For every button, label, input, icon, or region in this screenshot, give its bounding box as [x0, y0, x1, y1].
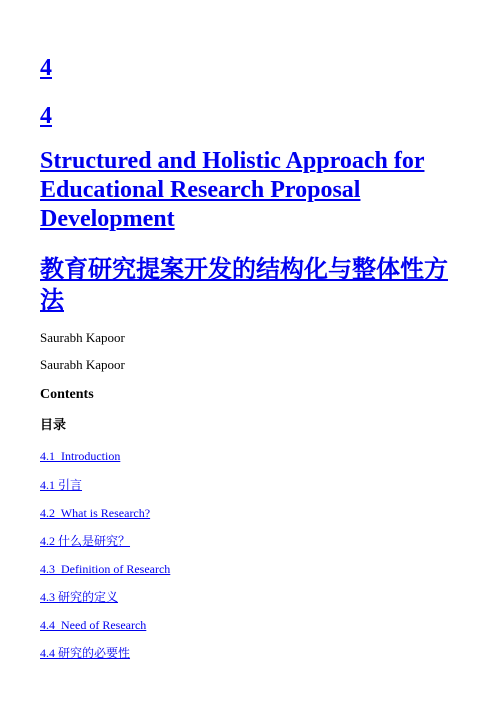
chapter-title-chinese-link[interactable]: 教育研究提案开发的结构化与整体性方法	[40, 255, 448, 314]
toc-item-label: Need of Research	[61, 618, 147, 632]
toc-item-label: 引言	[58, 478, 83, 492]
toc-item-number: 4.2	[40, 506, 55, 520]
toc-item-number: 4.4	[40, 618, 55, 632]
author-name-secondary: Saurabh Kapoor	[40, 357, 125, 372]
toc-item-number: 4.1	[40, 449, 55, 463]
toc-item-need-of-research-zh[interactable]	[40, 645, 130, 661]
contents-heading-chinese: 目录	[40, 418, 67, 433]
toc-item-label: 什么是研究？	[58, 534, 131, 548]
toc-item-what-is-research[interactable]	[40, 505, 150, 521]
toc-item-number: 4.4	[40, 646, 55, 660]
contents-heading-english: Contents	[40, 387, 94, 402]
toc-item-introduction-zh[interactable]	[40, 477, 82, 493]
toc-item-number: 4.1	[40, 478, 55, 492]
chapter-number-link[interactable]: 4	[40, 55, 52, 81]
chapter-title-english-link[interactable]: Structured and Holistic Approach for Educational Research Proposal Development	[40, 148, 425, 232]
toc-item-number: 4.3	[40, 562, 55, 576]
toc-item-label: 研究的定义	[58, 590, 119, 604]
toc-item-label: Introduction	[61, 449, 121, 463]
toc-item-label: 研究的必要性	[58, 646, 131, 660]
toc-item-introduction[interactable]	[40, 448, 120, 464]
toc-item-what-is-research-zh[interactable]	[40, 533, 130, 549]
author-name: Saurabh Kapoor	[40, 330, 125, 345]
toc-item-need-of-research[interactable]	[40, 617, 146, 633]
toc-item-label: Definition of Research	[61, 562, 171, 576]
toc-item-label: What is Research?	[60, 506, 151, 520]
toc-item-number: 4.3	[40, 590, 55, 604]
toc-item-definition-of-research-zh[interactable]	[40, 589, 118, 605]
chapter-number-link-secondary[interactable]: 4	[40, 103, 52, 129]
toc-item-definition-of-research[interactable]	[40, 561, 170, 577]
toc-item-number: 4.2	[40, 534, 55, 548]
